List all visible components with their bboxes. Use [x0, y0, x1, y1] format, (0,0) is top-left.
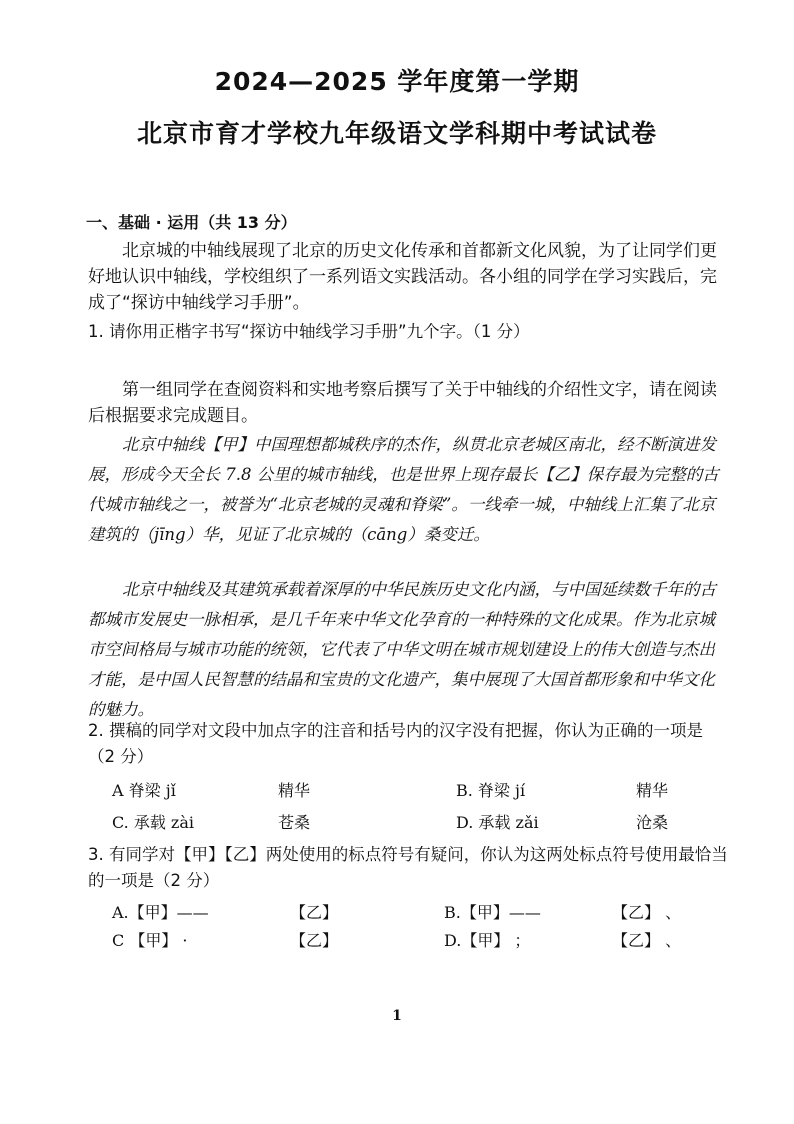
q3-option-b-yi: 【乙】 、	[612, 903, 682, 922]
q2-option-d-word: 沧桑	[636, 813, 669, 832]
q3-option-d-jia: D.【甲】 ；	[444, 931, 531, 950]
q3-option-b-jia: B.【甲】——	[444, 903, 541, 922]
exam-school-title: 北京市育才学校九年级语文学科期中考试试卷	[136, 119, 657, 148]
q2-option-d: D. 承载 zǎi	[456, 813, 539, 832]
q2-option-b-word: 精华	[636, 781, 669, 800]
question-1: 1. 请你用正楷字书写“探访中轴线学习手册”九个字。（1 分）	[88, 322, 530, 341]
q2-option-c: C. 承载 zài	[112, 813, 195, 832]
q3-option-a-jia: A.【甲】——	[112, 903, 209, 922]
section-intro: 北京城的中轴线展现了北京的历史文化传承和首都新文化风貌，为了让同学们更好地认识中轴线，学校组织了一系列语文实践活动。各小组的同学在学习实践后，完成了“探访中轴线学习手册”。	[88, 241, 717, 313]
q2-option-a-word: 精华	[278, 781, 311, 800]
passage-paragraph-2: 北京中轴线及其建筑承载着深厚的中华民族历史文化内涵，与中国延续数千年的古都城市发展史一脉相承，是几千年来中华文化孕育的一种特殊的文化成果。作为北京城市空间格局与城市功能的统领，它代表了中华文明在城市规划建设上的伟大创造与杰出才能，是中国人民智慧的结晶和宝贵的文化遗产，集中展现了大国首都形象和中华文化的魅力。	[88, 580, 716, 719]
q3-option-d-yi: 【乙】 、	[612, 931, 682, 950]
q2-option-b: B. 脊梁 jí	[456, 781, 526, 800]
q3-option-c-jia: C 【甲】 ·	[112, 931, 188, 950]
passage-paragraph-1: 北京中轴线【甲】中国理想都城秩序的杰作，纵贯北京老城区南北，经不断演进发展，形成今天全长 7.8 公里的城市轴线，也是世界上现存最长【乙】保存最为完整的古代城市轴线之一，被誉为“北京老城的灵魂和脊梁”。一线牵一城，中轴线上汇集了北京建筑的（jīng）华，见证了北京城的（cāng）桑变迁。	[88, 435, 719, 544]
group1-intro: 第一组同学在查阅资料和实地考察后撰写了关于中轴线的介绍性文字，请在阅读后根据要求完成题目。	[88, 380, 717, 426]
q2-option-c-word: 苍桑	[278, 813, 311, 832]
q2-option-a: A 脊梁 jǐ	[112, 781, 176, 800]
section-heading: 一、基础 · 运用（共 13 分）	[86, 213, 297, 232]
q3-option-a-yi: 【乙】	[290, 903, 339, 922]
exam-term-title: 2024—2025 学年度第一学期	[214, 67, 580, 96]
question-2: 2. 撰稿的同学对文段中加点字的注音和括号内的汉字没有把握，你认为正确的一项是（2 分）	[88, 721, 703, 766]
question-3: 3. 有同学对【甲】【乙】两处使用的标点符号有疑问，你认为这两处标点符号使用最恰当的一项是（2 分）	[88, 845, 728, 890]
page-number: 1	[392, 1008, 402, 1024]
q3-option-c-yi: 【乙】	[290, 931, 339, 950]
